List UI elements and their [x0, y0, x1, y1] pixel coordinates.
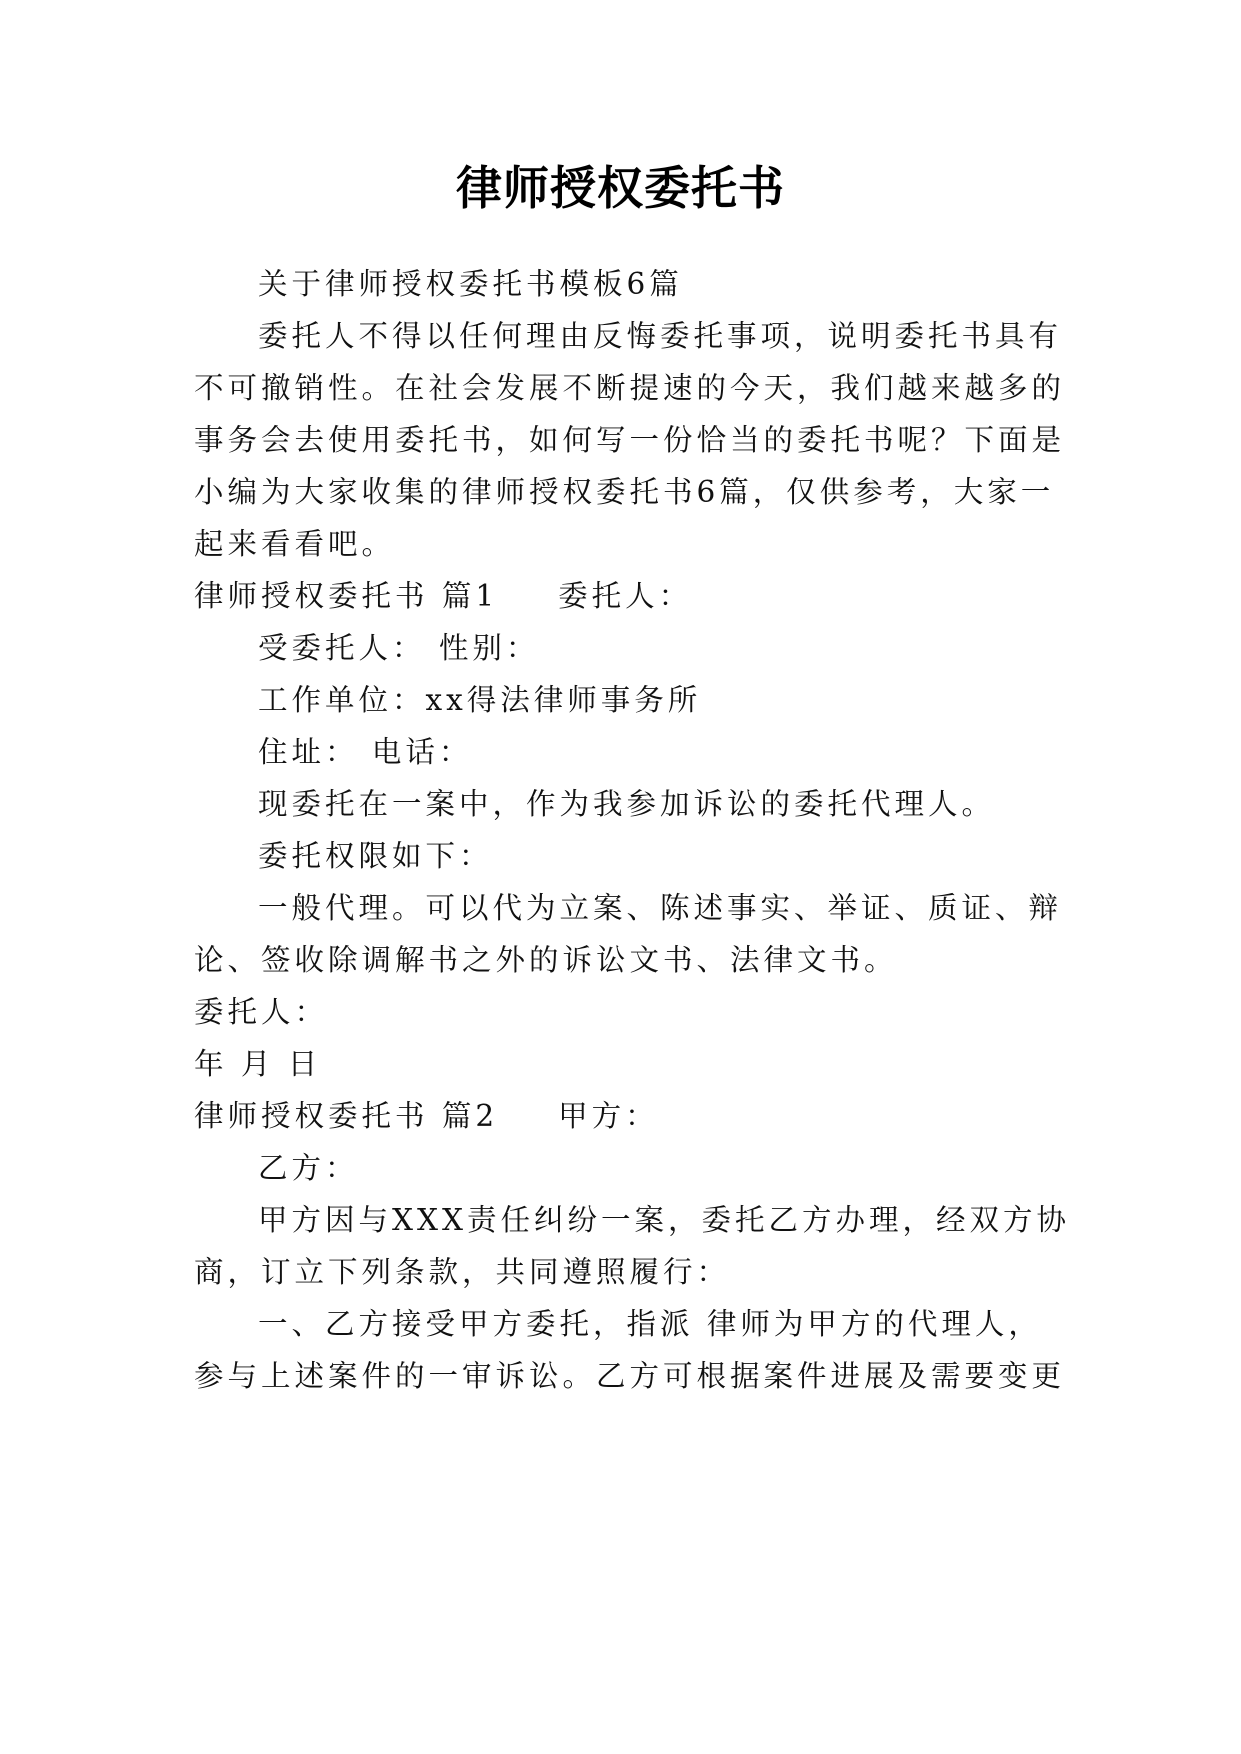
- intro-line: 小编为大家收集的律师授权委托书6篇，仅供参考，大家一: [194, 475, 1055, 509]
- section-1-line: 一般代理。可以代为立案、陈述事实、举证、质证、辩: [258, 891, 1063, 925]
- document-title: 律师授权委托书: [456, 161, 785, 215]
- section-1-line: 委托权限如下：: [258, 839, 493, 873]
- section-1-heading-row: [194, 576, 692, 616]
- intro-line: 起来看看吧。: [194, 527, 396, 561]
- intro-line: 关于律师授权委托书模板6篇: [258, 267, 683, 301]
- section-1-heading-suffix: 委托人：: [558, 579, 693, 613]
- signature-label: 委托人：: [194, 995, 329, 1029]
- section-2-heading-row: [194, 1096, 659, 1136]
- section-2-line: 参与上述案件的一审诉讼。乙方可根据案件进展及需要变更: [194, 1359, 1066, 1393]
- section-2-line: 一、乙方接受甲方委托，指派 律师为甲方的代理人，: [258, 1307, 1042, 1341]
- section-1-line: 受委托人： 性别：: [258, 631, 540, 665]
- section-2-heading: 律师授权委托书 篇2: [194, 1099, 499, 1133]
- section-1-line: 住址： 电话：: [258, 735, 473, 769]
- section-1-line: 论、签收除调解书之外的诉讼文书、法律文书。: [194, 943, 898, 977]
- section-1-line: 工作单位：xx得法律师事务所: [258, 683, 702, 717]
- intro-line: 委托人不得以任何理由反悔委托事项，说明委托书具有: [258, 319, 1063, 353]
- intro-line: 不可撤销性。在社会发展不断提速的今天，我们越来越多的: [194, 371, 1066, 405]
- section-2-line: 商，订立下列条款，共同遵照履行：: [194, 1255, 731, 1289]
- section-2-heading-suffix: 甲方：: [558, 1099, 659, 1133]
- date-line: 年 月 日: [194, 1047, 322, 1081]
- section-1-heading: 律师授权委托书 篇1: [194, 579, 499, 613]
- intro-line: 事务会去使用委托书，如何写一份恰当的委托书呢？下面是: [194, 423, 1066, 457]
- section-1-line: 现委托在一案中，作为我参加诉讼的委托代理人。: [258, 787, 996, 821]
- section-2-line: 甲方因与XXX责任纠纷一案，委托乙方办理，经双方协: [258, 1203, 1071, 1237]
- section-2-line: 乙方：: [258, 1151, 359, 1185]
